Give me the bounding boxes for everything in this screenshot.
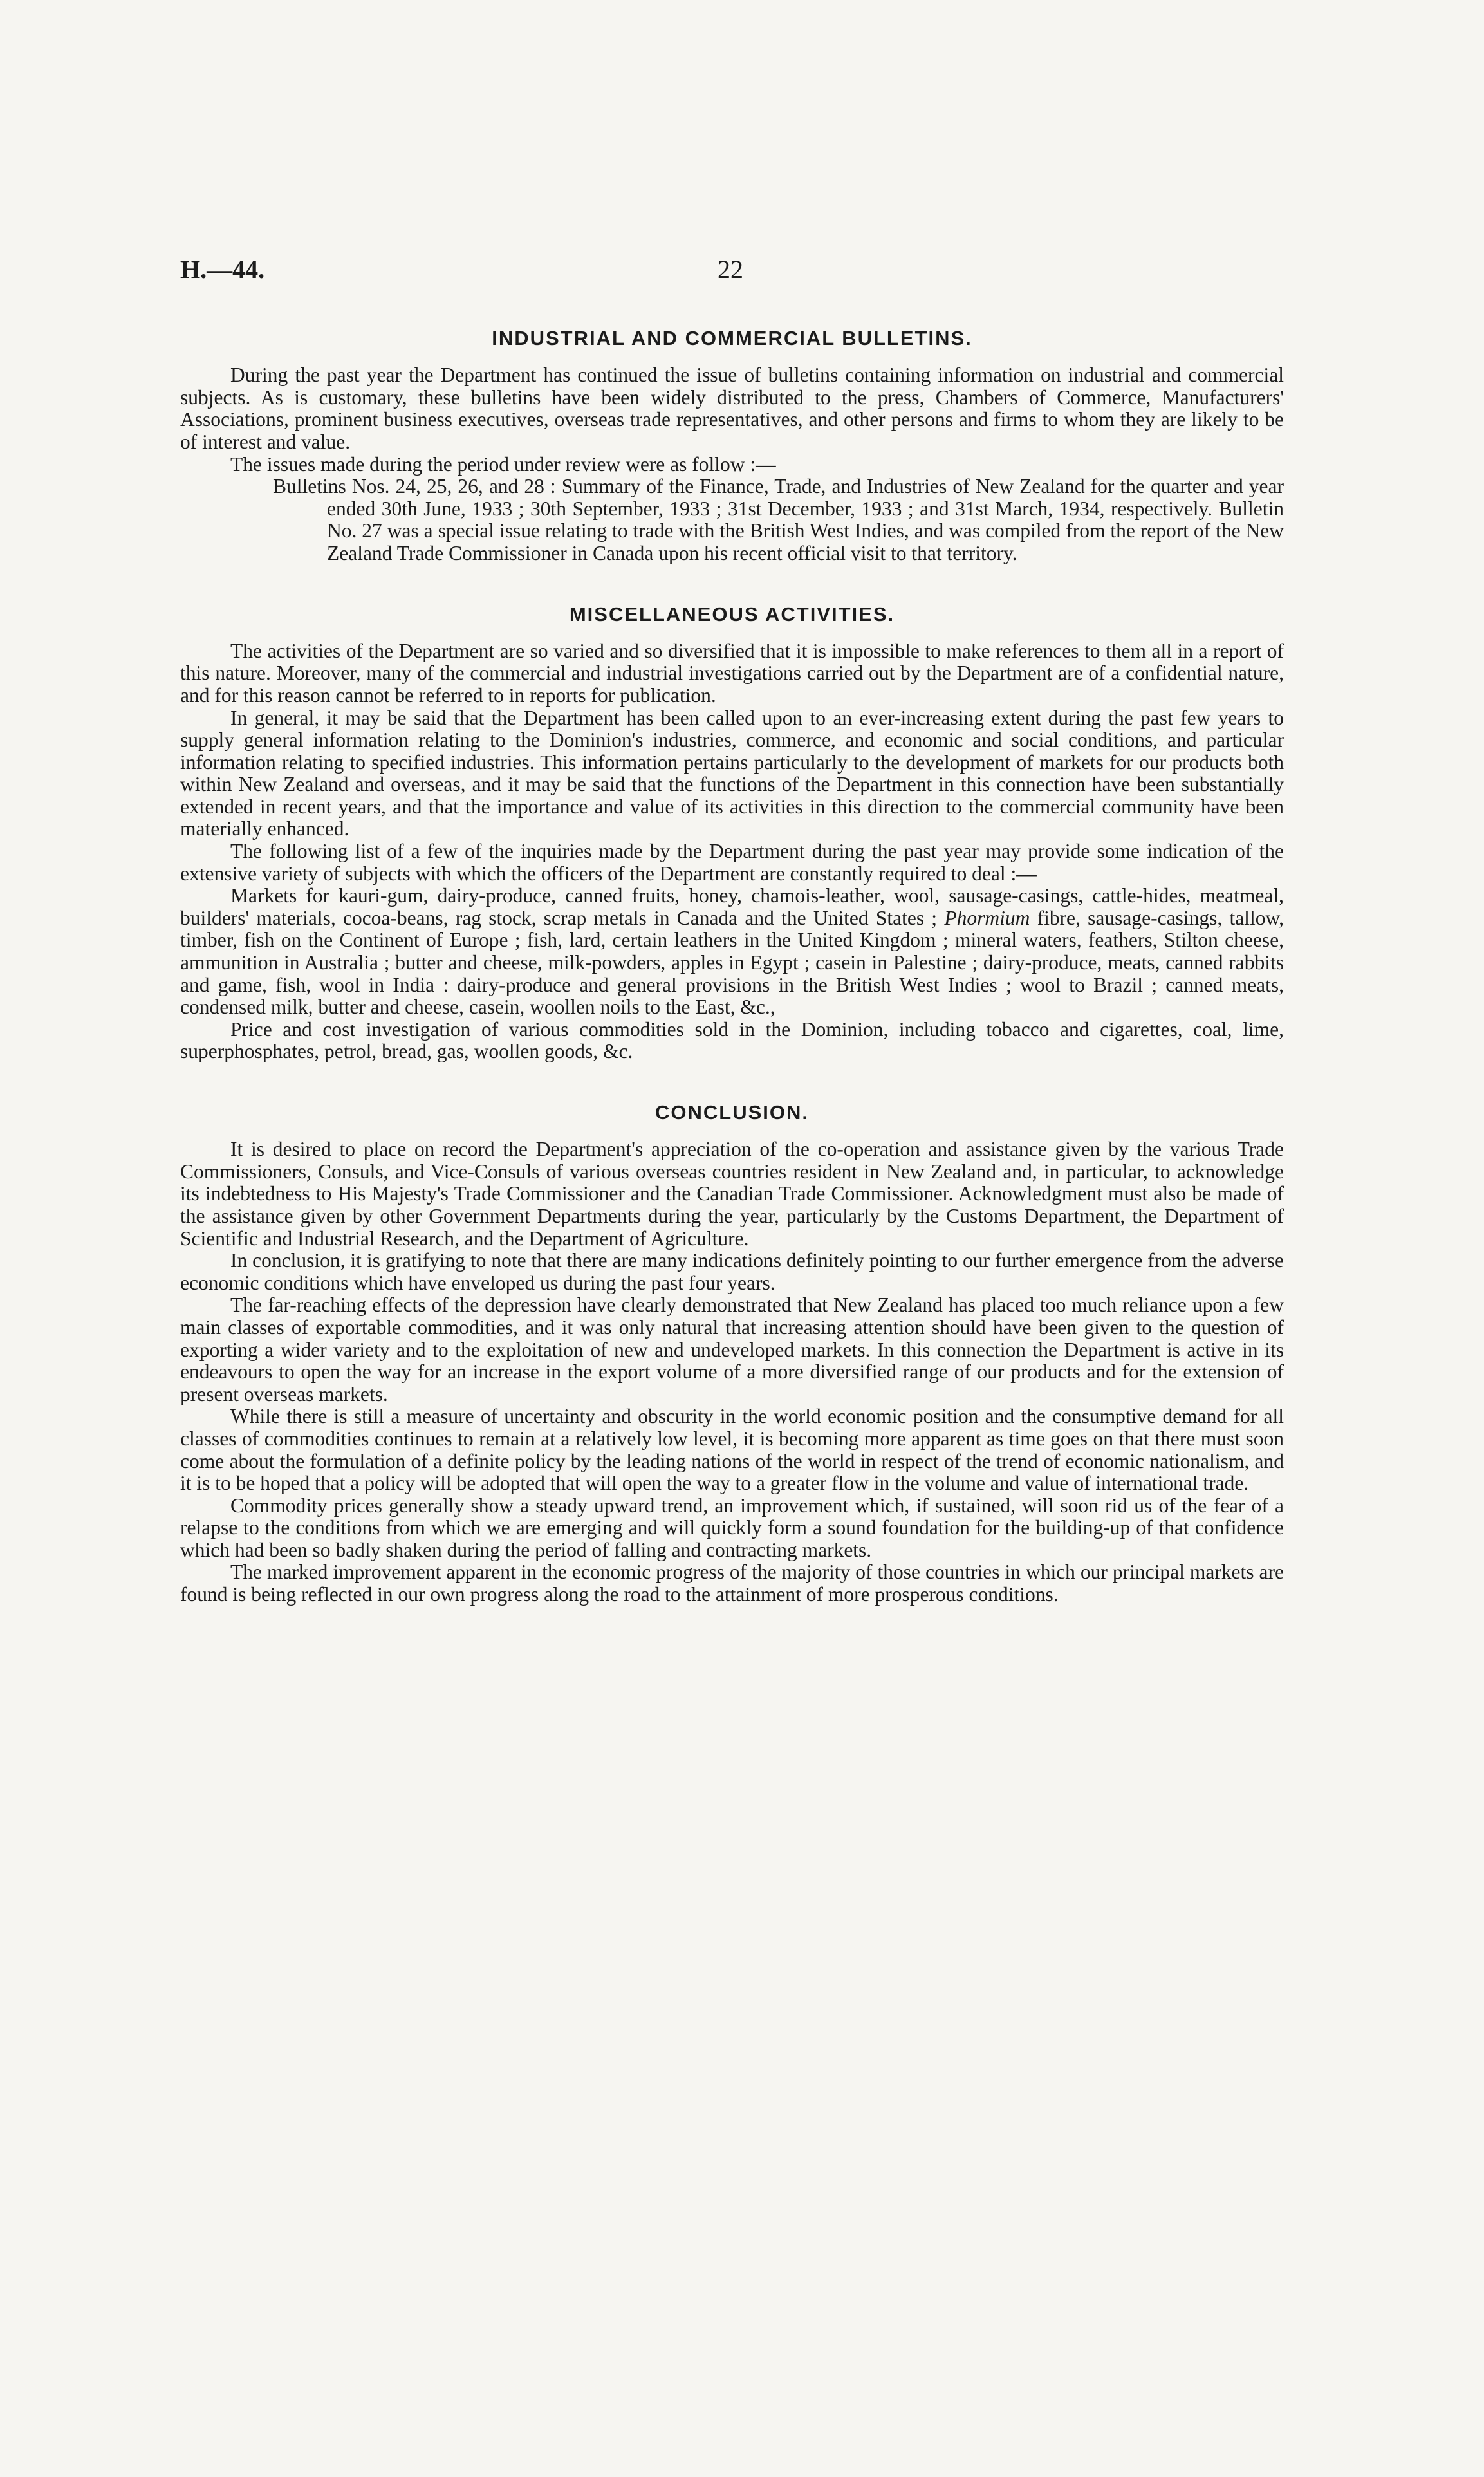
paragraph: During the past year the Department has continued the issue of bulletins containing information on industrial and commercial subjects. As is customary, these bulletins have been widely distributed to the press, Chambers of Commerce, Manufacturers' Associations, prominent business executives, overseas trade representatives, and other persons and firms to whom they are likely to be of interest and value. [180,364,1284,453]
document-page [180,254,1284,1606]
page-number: 22 [718,255,743,284]
paragraph: Price and cost investigation of various commodities sold in the Dominion, including tobacco and cigarettes, coal, lime, superphosphates, petrol, bread, gas, woollen goods, &c. [180,1017,1284,1063]
heading-miscellaneous: MISCELLANEOUS ACTIVITIES. [569,602,895,626]
heading-conclusion: CONCLUSION. [655,1101,809,1124]
section-miscellaneous [180,602,1284,1063]
bulletin-list-entry: Bulletins Nos. 24, 25, 26, and 28 : Summary of the Finance, Trade, and Industries of New Zealand for the quarter and year ended 30th June, 1933 ; 30th September, 1933 ; 31st December, 1933 ; and 31st March, 1934, respectively. Bulletin No. 27 was a special issue relating to trade with the British West Indies, and was compiled from the report of the New Zealand Trade Commissioner in Canada upon his recent official visit to that territory. [273,475,1284,564]
markets-text-part2: fibre, sausage-casings, tallow, timber, fish on the Continent of Europe ; fish, lard, certain leathers in the United Kingdom ; mineral waters, feathers, Stilton cheese, ammunition in Australia ; butter and cheese, milk-powders, apples in Egypt ; casein in Palestine ; dairy-produce, meats, canned rabbits and game, fish, wool in India : dairy-produce and general provisions in the British West Indies ; wool to Brazil ; canned meats, condensed milk, butter and cheese, casein, woollen noils to the East, &c., [180,906,1285,1019]
paragraph: It is desired to place on record the Department's appreciation of the co-operation and assistance given by the various Trade Commissioners, Consuls, and Vice-Consuls of various overseas countries resident in New Zealand and, in particular, to acknowledge its indebtedness to His Majesty's Trade Commissioner and the Canadian Trade Commissioner. Acknowledgment must also be made of the assistance given by other Government Departments during the year, particularly by the Customs Department, the Department of Scientific and Industrial Research, and the Department of Agriculture. [180,1138,1284,1250]
paragraph: The far-reaching effects of the depression have clearly demonstrated that New Zealand has placed too much reliance upon a few main classes of exportable commodities, and it was only natural that increasing attention should have been given to the question of exporting a wider variety and to the exploitation of new and undeveloped markets. In this connection the Department is active in its endeavours to open the way for an increase in the export volume of a more diversified range of our products and for the extension of present overseas markets. [180,1294,1284,1405]
paragraph: Commodity prices generally show a steady upward trend, an improvement which, if sustained, will soon rid us of the fear of a relapse to the conditions from which we are emerging and will quickly form a sound foundation for the building-up of that confidence which had been so badly shaken during the period of falling and contracting markets. [180,1494,1284,1561]
section-bulletins [180,326,1284,565]
heading-bulletins: INDUSTRIAL AND COMMERCIAL BULLETINS. [492,327,972,349]
paragraph: In conclusion, it is gratifying to note that there are many indications definitely pointing to our further emergence from the adverse economic conditions which have enveloped us during the past four years. [180,1249,1284,1294]
phormium-italic: Phormium [944,906,1030,929]
running-header [180,254,1284,293]
paragraph: The issues made during the period under review were as follow :— [230,452,776,476]
paragraph: In general, it may be said that the Department has been called upon to an ever-increasing extent during the past few years to supply general information relating to the Dominion's industries, commerce, and economic and social conditions, and particular information relating to specified industries. This information pertains particularly to the development of markets for our products both within New Zealand and overseas, and it may be said that the functions of the Department in this connection have been substantially extended in recent years, and that the importance and value of its activities in this direction to the commercial community have been materially enhanced. [180,706,1284,840]
paragraph: The following list of a few of the inquiries made by the Department during the past year may provide some indication of the extensive variety of subjects with which the officers of the Department are constantly required to deal :— [180,840,1284,885]
paragraph: The activities of the Department are so varied and so diversified that it is impossible to make references to them all in a report of this nature. Moreover, many of the commercial and industrial investigations carried out by the Department are of a confidential nature, and for this reason cannot be referred to in reports for publication. [180,639,1284,707]
paragraph: The marked improvement apparent in the economic progress of the majority of those countries in which our principal markets are found is being reflected in our own progress along the road to the attainment of more prosperous conditions. [180,1561,1284,1606]
paragraph: While there is still a measure of uncertainty and obscurity in the world economic position and the consumptive demand for all classes of commodities continues to remain at a relatively low level, it is becoming more apparent as time goes on that there must soon come about the formulation of a definite policy by the leading nations of the world in respect of the trend of economic nationalism, and it is to be hoped that a policy will be adopted that will open the way to a greater flow in the volume and value of international trade. [180,1405,1284,1495]
section-conclusion [180,1100,1284,1606]
markets-text-part1: Markets for kauri-gum, dairy-produce, canned fruits, honey, chamois-leather, wool, sausage-casings, cattle-hides, meatmeal, builders' materials, cocoa-beans, rag stock, scrap metals in Canada and the United States ; [180,884,1284,929]
markets-paragraph [180,885,1284,1019]
document-reference: H.—44. [180,255,265,284]
